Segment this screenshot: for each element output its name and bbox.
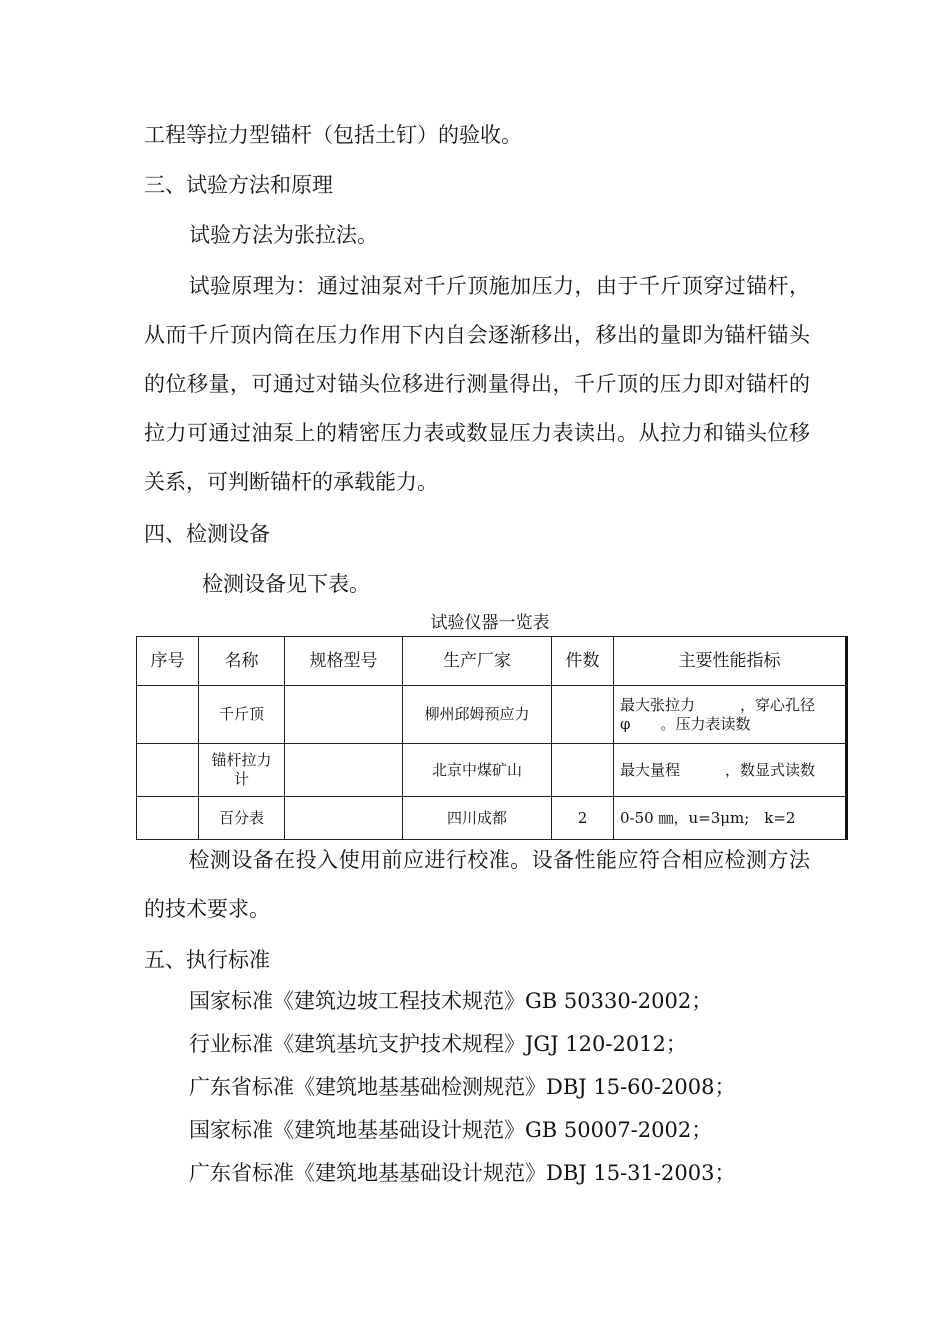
standard-item: 行业标准《建筑基坑支护技术规程》JGJ 120-2012；	[189, 1032, 687, 1056]
section3-principle-paragraph	[144, 262, 810, 507]
cell-quantity	[552, 686, 614, 744]
cell-manufacturer: 北京中煤矿山	[403, 744, 552, 797]
cell-manufacturer: 柳州邱姆预应力	[403, 686, 552, 744]
table-header-row	[137, 637, 847, 686]
table-row	[137, 686, 847, 744]
standard-item: 广东省标准《建筑地基基础设计规范》DBJ 15-31-2003；	[189, 1161, 736, 1185]
cell-name: 百分表	[199, 797, 285, 840]
column-header-model: 规格型号	[285, 637, 403, 686]
table-caption: 试验仪器一览表	[430, 613, 550, 633]
cell-name: 锚杆拉力计	[199, 744, 285, 797]
cell-performance: 0-50 ㎜，u=3μm; k=2	[614, 797, 847, 840]
cell-index	[137, 744, 199, 797]
column-header-quantity: 件数	[552, 637, 614, 686]
table-row	[137, 744, 847, 797]
section3-heading: 三、试验方法和原理	[144, 173, 333, 197]
cell-model	[285, 744, 403, 797]
standard-item: 国家标准《建筑边坡工程技术规范》GB 50330-2002；	[189, 989, 713, 1013]
section4-note-paragraph	[144, 836, 810, 934]
column-header-performance: 主要性能指标	[614, 637, 847, 686]
standard-item: 国家标准《建筑地基基础设计规范》GB 50007-2002；	[189, 1118, 713, 1142]
cell-index	[137, 797, 199, 840]
section4-heading: 四、检测设备	[144, 522, 270, 546]
section4-note-text: 检测设备在投入使用前应进行校准。设备性能应符合相应检测方法的技术要求。	[144, 848, 810, 921]
column-header-name: 名称	[199, 637, 285, 686]
standard-item: 广东省标准《建筑地基基础检测规范》DBJ 15-60-2008；	[189, 1075, 736, 1099]
cell-quantity: 2	[552, 797, 614, 840]
intro-tail-text: 工程等拉力型锚杆（包括土钉）的验收。	[144, 123, 522, 147]
cell-model	[285, 686, 403, 744]
cell-performance: 最大量程 ，数显式读数	[614, 744, 847, 797]
cell-name: 千斤顶	[199, 686, 285, 744]
section3-principle-text: 试验原理为：通过油泵对千斤顶施加压力，由于千斤顶穿过锚杆，从而千斤顶内筒在压力作用下内自会逐渐移出，移出的量即为锚杆锚头的位移量，可通过对锚头位移进行测量得出，千斤顶的压力即对锚杆的拉力可通过油泵上的精密压力表或数显压力表读出。从拉力和锚头位移关系，可判断锚杆的承载能力。	[144, 274, 810, 494]
table-row	[137, 797, 847, 840]
cell-performance: 最大张拉力 ，穿心孔径φ 。压力表读数	[614, 686, 847, 744]
cell-manufacturer: 四川成都	[403, 797, 552, 840]
equipment-table	[136, 636, 848, 840]
column-header-index: 序号	[137, 637, 199, 686]
section5-heading: 五、执行标准	[144, 948, 270, 972]
section3-method-text: 试验方法为张拉法。	[189, 223, 378, 247]
cell-index	[137, 686, 199, 744]
section4-intro-text: 检测设备见下表。	[202, 572, 370, 596]
cell-quantity	[552, 744, 614, 797]
cell-model	[285, 797, 403, 840]
column-header-manufacturer: 生产厂家	[403, 637, 552, 686]
